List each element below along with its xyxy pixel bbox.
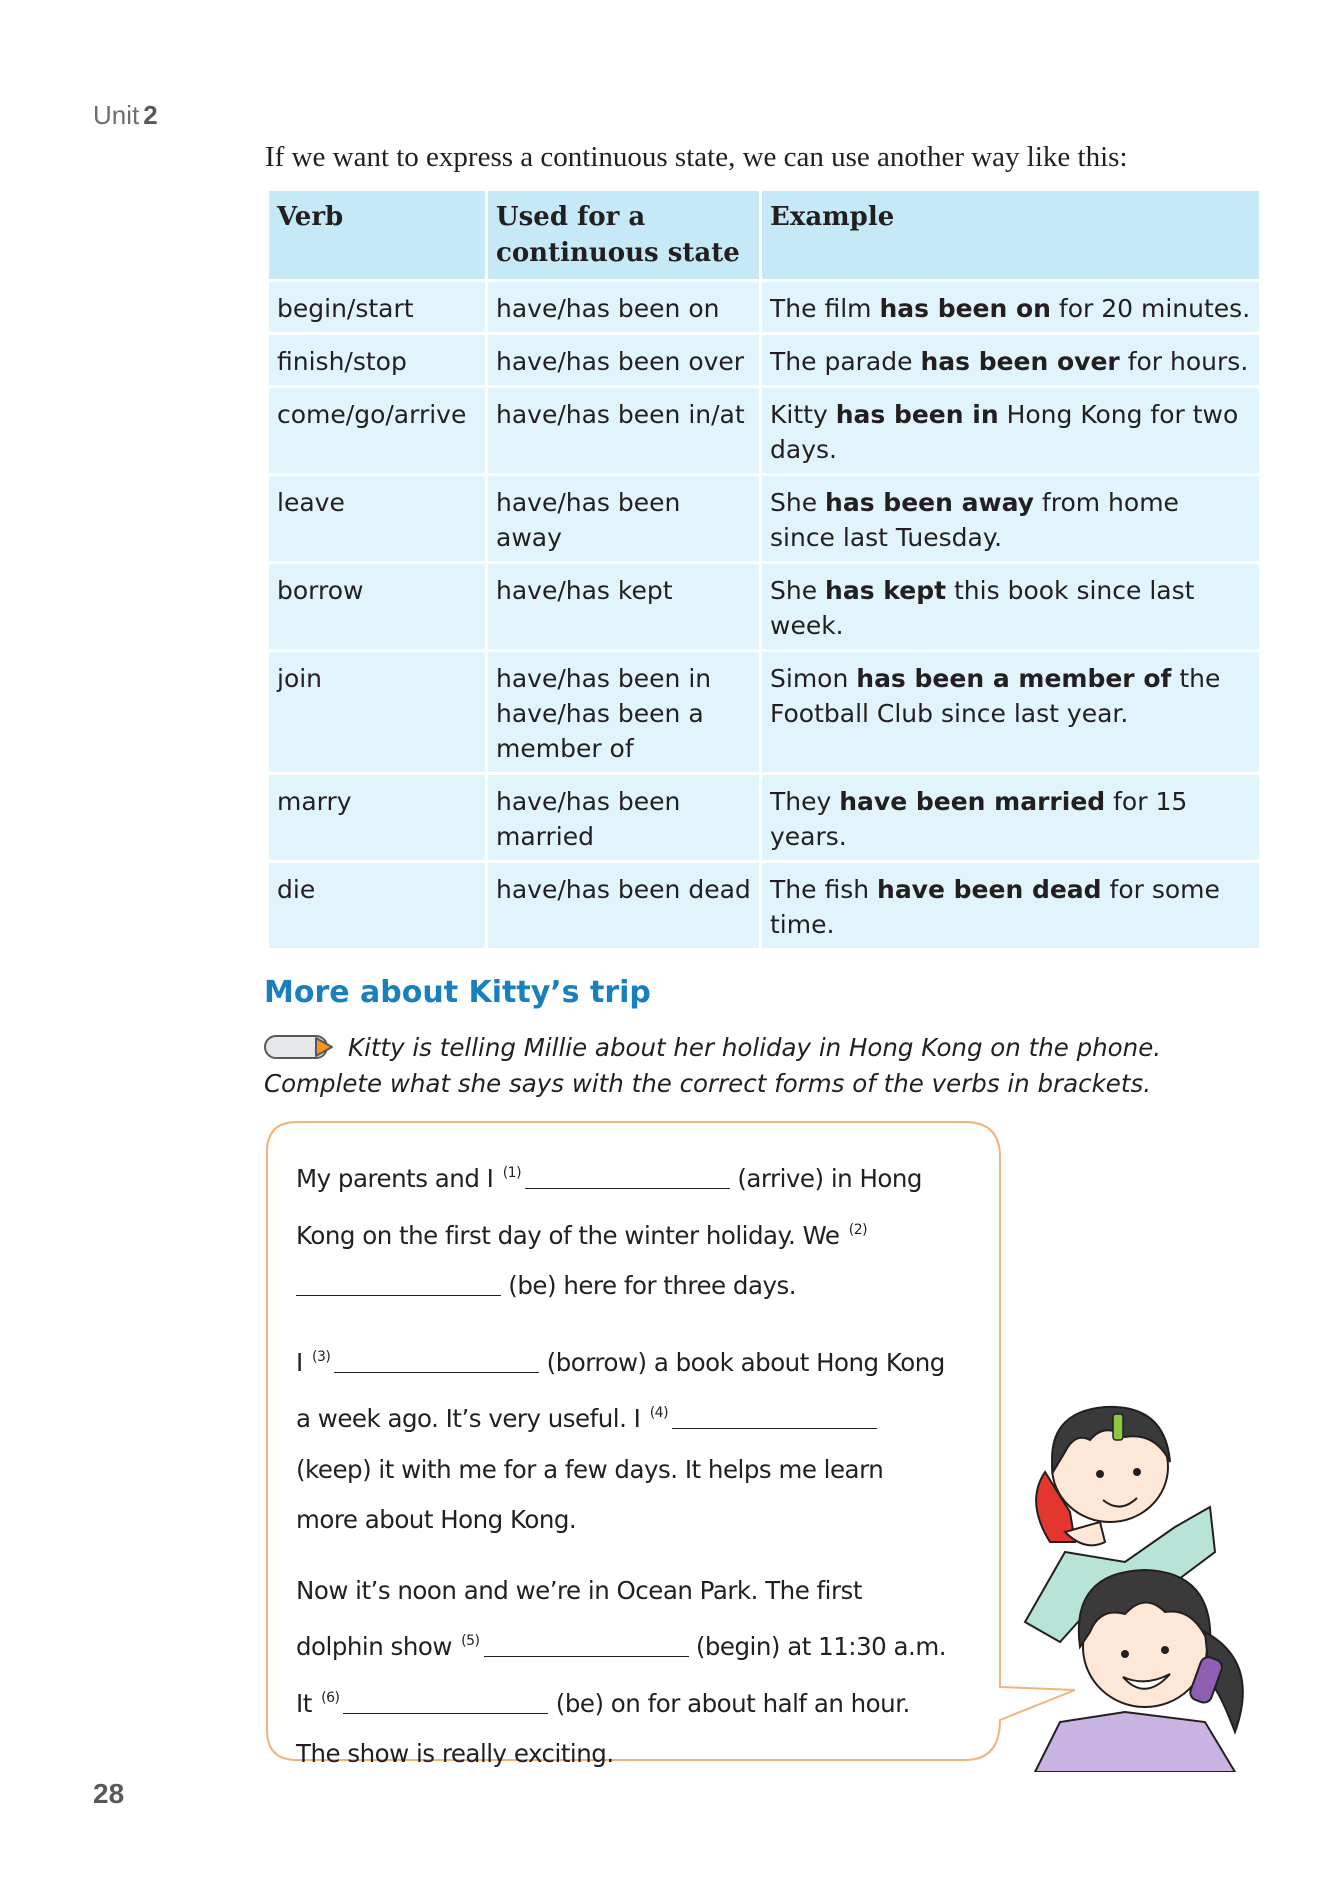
cell-verb: begin/start [269, 282, 485, 332]
cell-verb: marry [269, 775, 485, 860]
cell-example: They have been married for 15 years. [762, 775, 1259, 860]
cell-example: The parade has been over for hours. [762, 335, 1259, 385]
cell-state: have/has been away [488, 476, 759, 561]
answer-blank-5[interactable] [484, 1634, 689, 1657]
cell-verb: die [269, 863, 485, 948]
blank-number: (6) [321, 1689, 340, 1706]
header-state: Used for a continuous state [488, 191, 759, 279]
cell-verb: borrow [269, 564, 485, 649]
blank-number: (4) [649, 1405, 669, 1421]
blank-number: (2) [848, 1221, 868, 1238]
exercise-instruction [264, 1030, 1264, 1102]
unit-number: 2 [143, 100, 158, 130]
table-row [269, 863, 1259, 948]
cell-verb: join [269, 652, 485, 772]
cell-state: have/has been dead [488, 863, 759, 948]
cell-example: The fish have been dead for some time. [762, 863, 1259, 948]
answer-blank-2[interactable] [296, 1273, 501, 1296]
cell-example: The film has been on for 20 minutes. [762, 282, 1259, 332]
cell-verb: finish/stop [269, 335, 485, 385]
bubble-text [296, 1148, 946, 1800]
bubble-paragraph-3: Now it’s noon and we’re in Ocean Park. The first dolphin show $^{(5)}$ (begin) at 11:30 a.m. It $^{(6)}$ (be) on for about half an hour. The show is really exciting. [296, 1575, 946, 1768]
verb-table [266, 188, 1262, 951]
answer-blank-1[interactable] [525, 1166, 730, 1189]
table-row [269, 388, 1259, 473]
table-header-row [269, 191, 1259, 279]
table-row [269, 476, 1259, 561]
table-row [269, 652, 1259, 772]
page-number: 28 [93, 1778, 125, 1809]
pencil-icon [264, 1032, 336, 1062]
bubble-paragraph-2: I $^{(3)}$ (borrow) a book about Hong Kong a week ago. It’s very useful. I $^{(4)}$ (keep) it with me for a few days. It helps me learn more about Hong Kong. [296, 1347, 945, 1534]
cell-example: Kitty has been in Hong Kong for two days. [762, 388, 1259, 473]
cell-example: She has been away from home since last Tuesday. [762, 476, 1259, 561]
cell-verb: come/go/arrive [269, 388, 485, 473]
answer-blank-3[interactable] [334, 1350, 539, 1373]
kids-on-phone-illustration [1005, 1392, 1275, 1772]
blank-number: (5) [461, 1633, 480, 1649]
answer-blank-4[interactable] [672, 1406, 877, 1429]
cell-example: Simon has been a member of the Football Club since last year. [762, 652, 1259, 772]
answer-blank-6[interactable] [343, 1691, 548, 1714]
cell-state: have/has been in/at [488, 388, 759, 473]
intro-sentence: If we want to express a continuous state, we can use another way like this: [265, 141, 1128, 173]
blank-number: (1) [502, 1165, 522, 1181]
cell-state: have/has been married [488, 775, 759, 860]
cell-state: have/has been in have/has been a member of [488, 652, 759, 772]
cell-state: have/has kept [488, 564, 759, 649]
section-title: More about Kitty’s trip [264, 975, 651, 1010]
cell-state: have/has been over [488, 335, 759, 385]
table-row [269, 775, 1259, 860]
unit-prefix: Unit [93, 100, 140, 130]
cell-example: She has kept this book since last week. [762, 564, 1259, 649]
cell-verb: leave [269, 476, 485, 561]
header-example: Example [762, 191, 1259, 279]
table-row [269, 335, 1259, 385]
bubble-paragraph-1: My parents and I $^{(1)}$ (arrive) in Hong Kong on the first day of the winter holiday. We $^{(2)}$ (be) here for three days. [296, 1164, 922, 1300]
table-row [269, 282, 1259, 332]
instruction-text: Kitty is telling Millie about her holiday in Hong Kong on the phone. Complete what she says with the correct forms of the verbs in brackets. [264, 1033, 1162, 1098]
cell-state: have/has been on [488, 282, 759, 332]
unit-label [93, 100, 158, 131]
table-row [269, 564, 1259, 649]
header-verb: Verb [269, 191, 485, 279]
blank-number: (3) [312, 1348, 331, 1365]
